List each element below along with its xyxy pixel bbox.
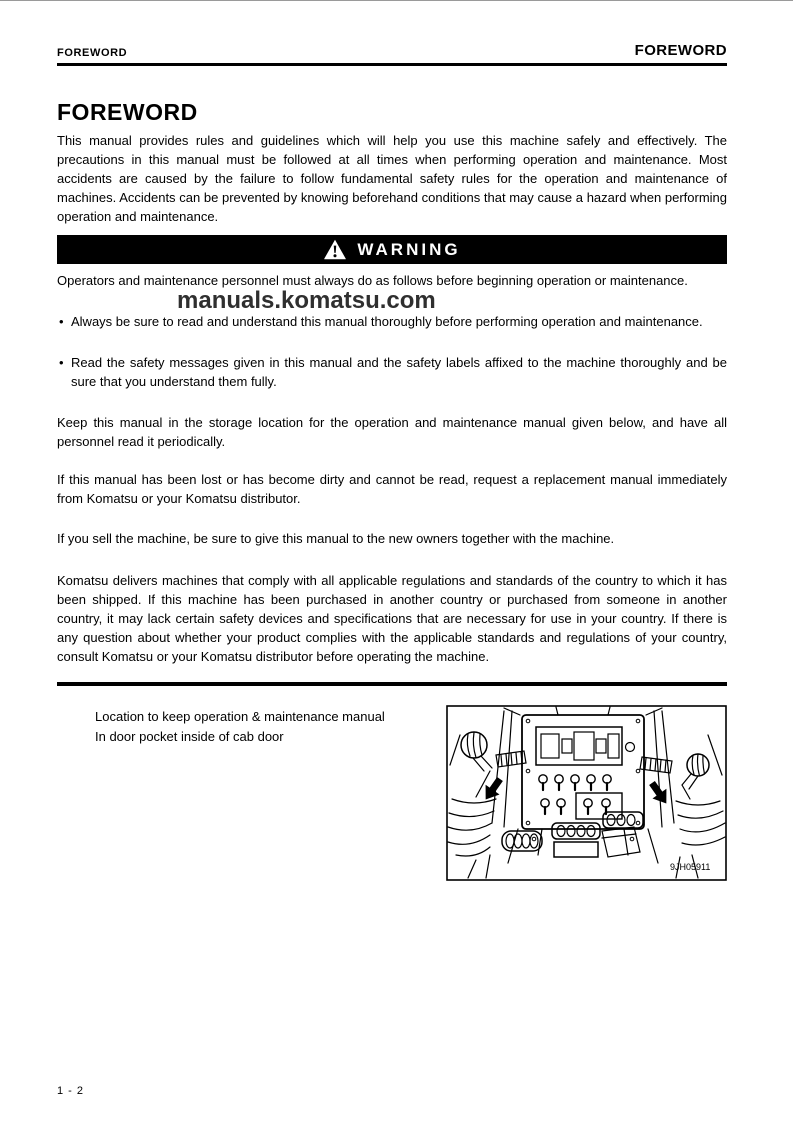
cab-interior-figure [446,705,727,881]
paragraph-keep-manual: Keep this manual in the storage location for the operation and maintenance manual given below, and have all personnel read it periodically. [57,415,727,449]
running-header [57,42,727,59]
warning-triangle-icon [323,239,347,260]
intro-paragraph: This manual provides rules and guidelines which will help you use this machine safely and effectively. The precautions in this manual must be followed at all times when performing operation and maintenance. Most accidents are caused by the failure to follow fundamental safety rules for the operation and maintenance of machines. Accidents can be prevented by knowing beforehand conditions that may cause a hazard when performing operation and maintenance. [57,133,727,224]
cab-interior-illustration [446,705,727,881]
paragraph-replacement: If this manual has been lost or has become dirty and cannot be read, request a replacement manual immediately from Komatsu or your Komatsu distributor. [57,472,727,506]
figure-caption-line-1: Location to keep operation & maintenance manual [95,709,385,724]
warning-banner [57,235,727,264]
page-content [0,42,793,881]
running-header-left: FOREWORD [57,47,128,59]
warning-bullet-2: • Read the safety messages given in this manual and the safety labels affixed to the machine thoroughly and be sure that you understand them fully. [57,353,727,391]
site-watermark: manuals.komatsu.com [177,287,436,314]
warning-lead-text: Operators and maintenance personnel must always do as follows before beginning operation or maintenance. [57,273,688,288]
paragraph-regulations: Komatsu delivers machines that comply with all applicable regulations and standards of the country to which it has been shipped. If this machine has been purchased in another country or purchased from someone in another country, it may lack certain safety devices and specifications that are necessary for use in your country. If there is any question about whether your product complies with the applicable standards and regulations of your country, consult Komatsu or your Komatsu distributor before operating the machine. [57,573,727,664]
section-divider-rule [57,682,727,686]
figure-code: 9JH05911 [670,862,711,872]
running-header-right: FOREWORD [634,42,727,59]
figure-caption-line-2: In door pocket inside of cab door [95,729,284,744]
figure-caption [95,707,385,747]
header-rule [57,63,727,66]
page-number: 1 - 2 [57,1085,85,1097]
paragraph-sell-machine: If you sell the machine, be sure to give this manual to the new owners together with the machine. [57,531,615,546]
warning-bullet-list [57,312,727,391]
warning-banner-label: WARNING [357,239,461,259]
warning-bullet-1: • Always be sure to read and understand this manual thoroughly before performing operation and maintenance. [57,312,727,331]
page-title: FOREWORD [57,99,198,125]
figure-section [57,705,727,881]
